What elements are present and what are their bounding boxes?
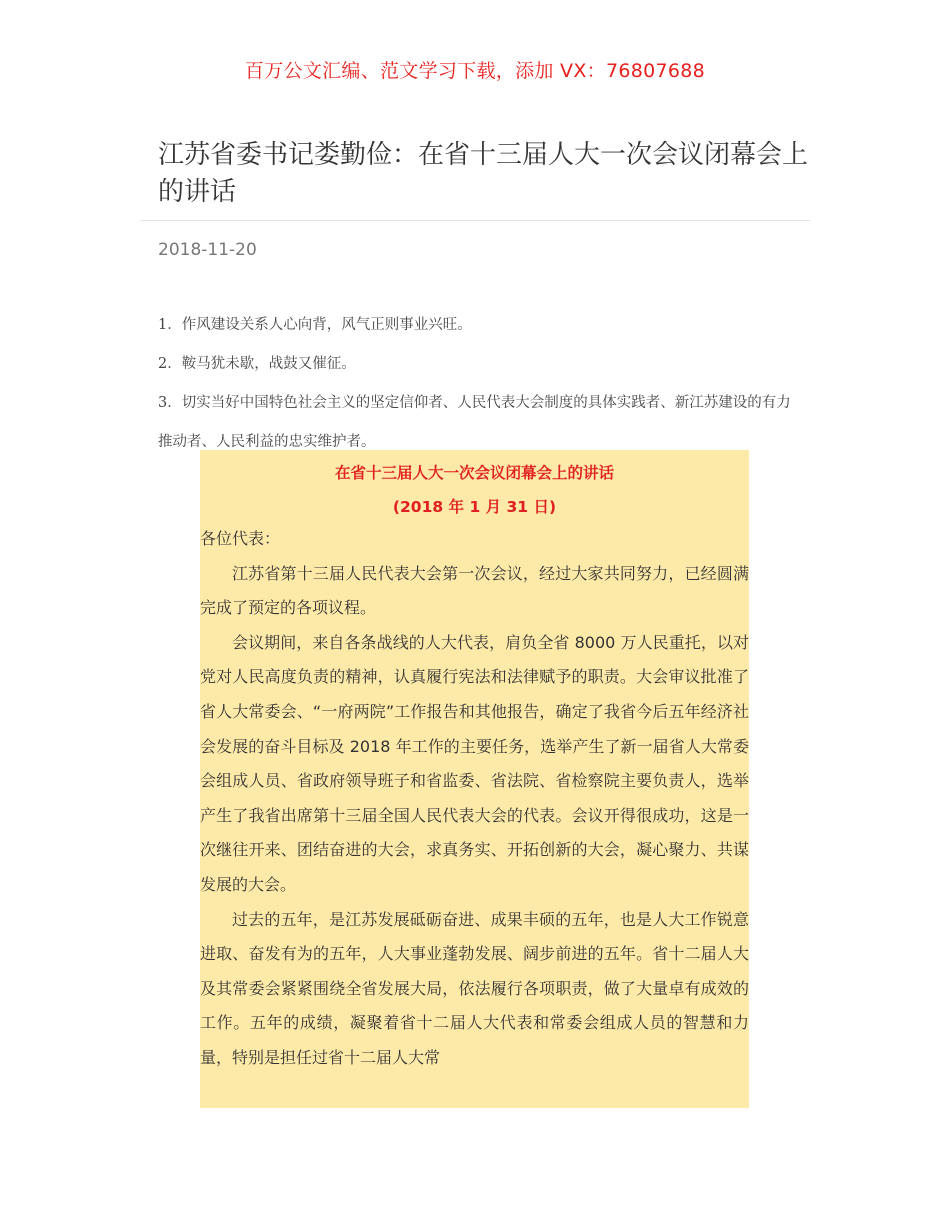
publish-date: 2018-11-20	[158, 240, 257, 260]
speech-date: (2018 年 1 月 31 日)	[392, 498, 557, 516]
article-title: 江苏省委书记娄勤俭：在省十三届人大一次会议闭幕会上的讲话	[158, 140, 809, 207]
title-divider	[140, 220, 810, 221]
speech-body	[200, 522, 749, 1076]
speech-paragraph: 会议期间，来自各条战线的人大代表，肩负全省 8000 万人民重托，以对党对人民高度负责的精神，认真履行宪法和法律赋予的职责。大会审议批准了省人大常委会、“一府两院”工作报告和其他报告，确定了我省今后五年经济社会发展的奋斗目标及 2018 年工作的主要任务，选举产生了新一届省人大常委会组成人员、省政府领导班子和省监委、省法院、省检察院主要负责人，选举产生了我省出席第十三届全国人民代表大会的代表。会议开得很成功，这是一次继往开来、团结奋进的大会，求真务实、开拓创新的大会，凝心聚力、共谋发展的大会。	[200, 632, 749, 894]
speech-paragraph: 江苏省第十三届人民代表大会第一次会议，经过大家共同努力，已经圆满完成了预定的各项议程。	[200, 563, 749, 618]
speech-greeting: 各位代表：	[200, 529, 281, 548]
speech-highlight-box	[200, 450, 749, 1108]
summary-item: 1．作风建设关系人心向背，风气正则事业兴旺。	[158, 317, 472, 333]
summary-list	[158, 306, 798, 462]
speech-paragraph: 过去的五年，是江苏发展砥砺奋进、成果丰硕的五年，也是人大工作锐意进取、奋发有为的五年，人大事业蓬勃发展、阔步前进的五年。省十二届人大及其常委会紧紧围绕全省发展大局，依法履行各项职责，做了大量卓有成效的工作。五年的成绩，凝聚着省十二届人大代表和常委会组成人员的智慧和力量，特别是担任过省十二届人大常	[200, 909, 749, 1067]
top-banner: 百万公文汇编、范文学习下载，添加 VX：76807688	[244, 60, 706, 82]
summary-item: 3．切实当好中国特色社会主义的坚定信仰者、人民代表大会制度的具体实践者、新江苏建设的有力推动者、人民利益的忠实维护者。	[158, 395, 791, 450]
summary-item: 2．鞍马犹未歇，战鼓又催征。	[158, 356, 356, 372]
speech-title: 在省十三届人大一次会议闭幕会上的讲话	[334, 464, 614, 482]
